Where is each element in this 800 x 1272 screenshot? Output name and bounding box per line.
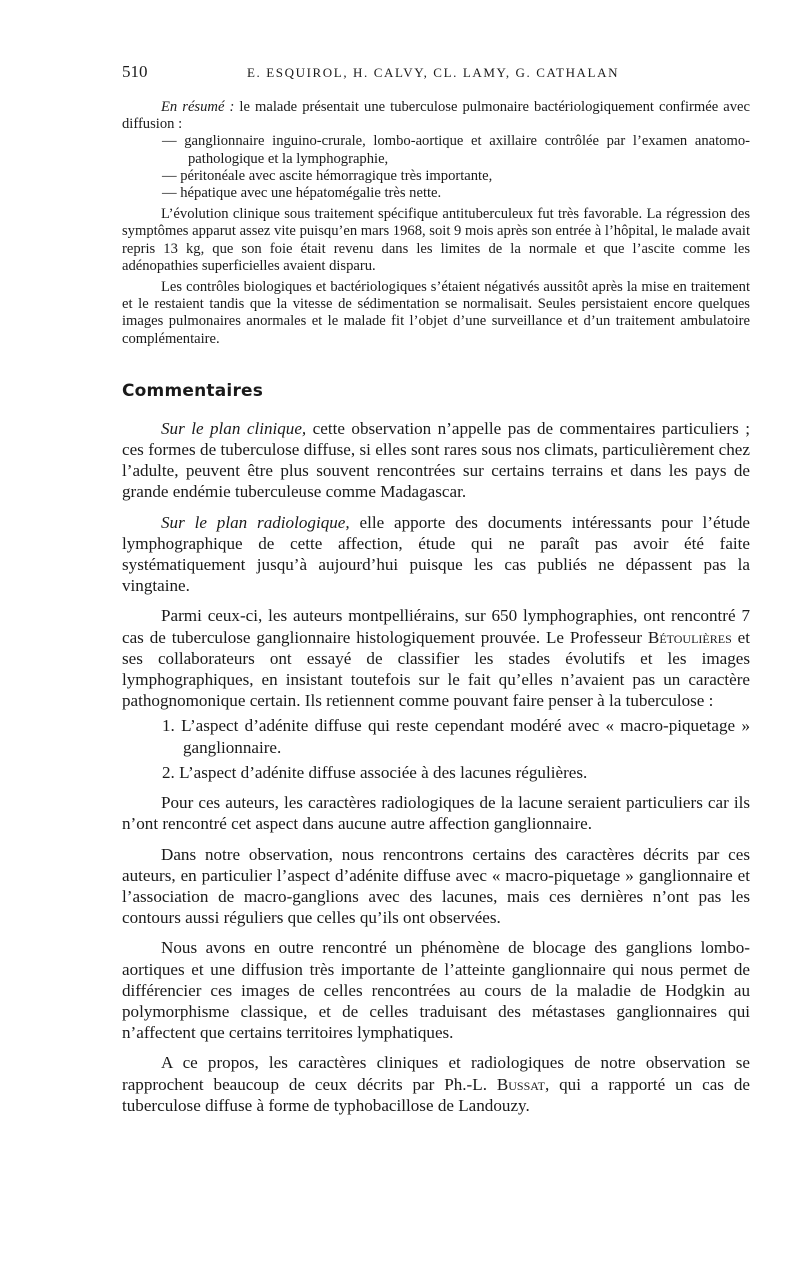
observation-paragraph: Dans notre observation, nous rencontrons certains des caractères décrits par ces auteurs, en particulier l’aspect d’adénite diffuse avec « macro-piquetage » ganglionnaire et l’association de macro-ganglions avec des lacunes, mais ces dernières n’ont pas les contours aussi réguliers que celles qu’ils ont observées. — [122, 844, 750, 928]
propos-text-a: A ce propos, les caractères cliniques et radiologiques de notre observation se rapprochent beaucoup de ceux décrits par Ph.-L. — [122, 1053, 750, 1094]
running-authors: E. ESQUIROL, H. CALVY, CL. LAMY, G. CATHALAN — [247, 65, 620, 80]
list-item-1: 1. L’aspect d’adénite diffuse qui reste cependant modéré avec « macro-piquetage » ganglionnaire. — [162, 716, 750, 757]
page-number: 510 — [122, 62, 148, 81]
commentaires-heading: Commentaires — [122, 380, 264, 401]
radiologique-text: elle apporte des documents intéressants pour l’étude lymphographique de cette affection, étude qui ne paraît pas avoir été faite systématiquement jusqu’à aujourd’hui puisque les cas publiés ne dépassent pas la vingtaine. — [122, 512, 750, 596]
resume-lead-text: le malade présentait une tuberculose pulmonaire bactériologiquement confirmée avec diffusion : — [122, 99, 750, 133]
clinique-text: cette observation n’appelle pas de commentaires particuliers ; ces formes de tuberculose diffuse, si elles sont rares sous nos climats, particulièrement chez l’adulte, peuvent être plus souvent rencontrées sur certains terrains et dans les pays de grande endémie tuberculeuse comme Madagascar. — [122, 418, 750, 502]
clinique-lead: Sur le plan clinique, — [161, 418, 307, 438]
page — [122, 62, 750, 1116]
resume-item-1: — ganglionnaire inguino-crurale, lombo-aortique et axillaire contrôlée par l’examen anatomo-pathologique et la lymphographie, — [162, 133, 750, 167]
commentaires-section — [122, 418, 750, 1116]
resume-item-2: — péritonéale avec ascite hémorragique très importante, — [162, 167, 493, 184]
montpellier-paragraph — [122, 605, 750, 711]
montpellier-text-a: Parmi ceux-ci, les auteurs montpelliérains, sur 650 lymphographies, ont rencontré 7 cas de tuberculose ganglionnaire histologiquement prouvée. Le Professeur — [122, 606, 750, 647]
radiologique-lead: Sur le plan radiologique, — [161, 512, 350, 532]
list-item-2: 2. L’aspect d’adénite diffuse associée à des lacunes régulières. — [162, 762, 588, 782]
blocage-paragraph: Nous avons en outre rencontré un phénomène de blocage des ganglions lombo-aortiques et une diffusion très importante de l’atteinte ganglionnaire qui nous permet de différencier ces images de celles rencontrées au cours de la maladie de Hodgkin au polymorphisme classique, et de celles traduisant des métastases ganglionnaires qui n’affectent que certains territoires lymphatiques. — [122, 938, 750, 1043]
running-header — [122, 62, 750, 86]
evolution-paragraph: L’évolution clinique sous traitement spécifique antituberculeux fut très favorable. La régression des symptômes apparut assez vite puisqu’en mars 1968, soit 9 mois après son entrée à l’hôpital, le malade avait repris 13 kg, que son foie était revenu dans les limites de la normale et que l’ascite comme les adénopathies superficielles avaient disparu. — [122, 206, 750, 274]
controles-paragraph: Les contrôles biologiques et bactériologiques s’étaient négativés aussitôt après la mise en traitement et le restaient tandis que la vitesse de sédimentation se normalisait. Seules persistaient encore quelques images pulmonaires anormales et le malade fit l’objet d’une surveillance et d’un traitement ambulatoire complémentaire. — [122, 279, 750, 347]
propos-text-b: , qui a rapporté un cas de tuberculose diffuse à forme de typhobacillose de Landouzy. — [122, 1074, 750, 1115]
clinique-paragraph — [122, 418, 750, 503]
montpellier-text-b: et ses collaborateurs ont essayé de classifier les stades évolutifs et les images lymphographiques, en insistant toutefois sur le fait qu’elles n’avaient pas un caractère pathognomonique certain. Ils retiennent comme pouvant faire penser à la tuberculose : — [122, 627, 750, 711]
radiologique-paragraph — [122, 512, 750, 597]
author-name-bussat: Bussat — [496, 1074, 545, 1094]
author-name-betoulieres: Bétoulières — [647, 627, 732, 647]
resume-item-3: — hépatique avec une hépatomégalie très nette. — [162, 185, 442, 202]
resume-lead: En résumé : — [161, 99, 235, 115]
resume-section — [122, 99, 750, 348]
resume-paragraph — [122, 99, 750, 133]
propos-paragraph — [122, 1052, 750, 1116]
auteurs-paragraph: Pour ces auteurs, les caractères radiologiques de la lacune seraient particuliers car ils n’ont rencontré cet aspect dans aucune autre affection ganglionnaire. — [122, 793, 750, 834]
